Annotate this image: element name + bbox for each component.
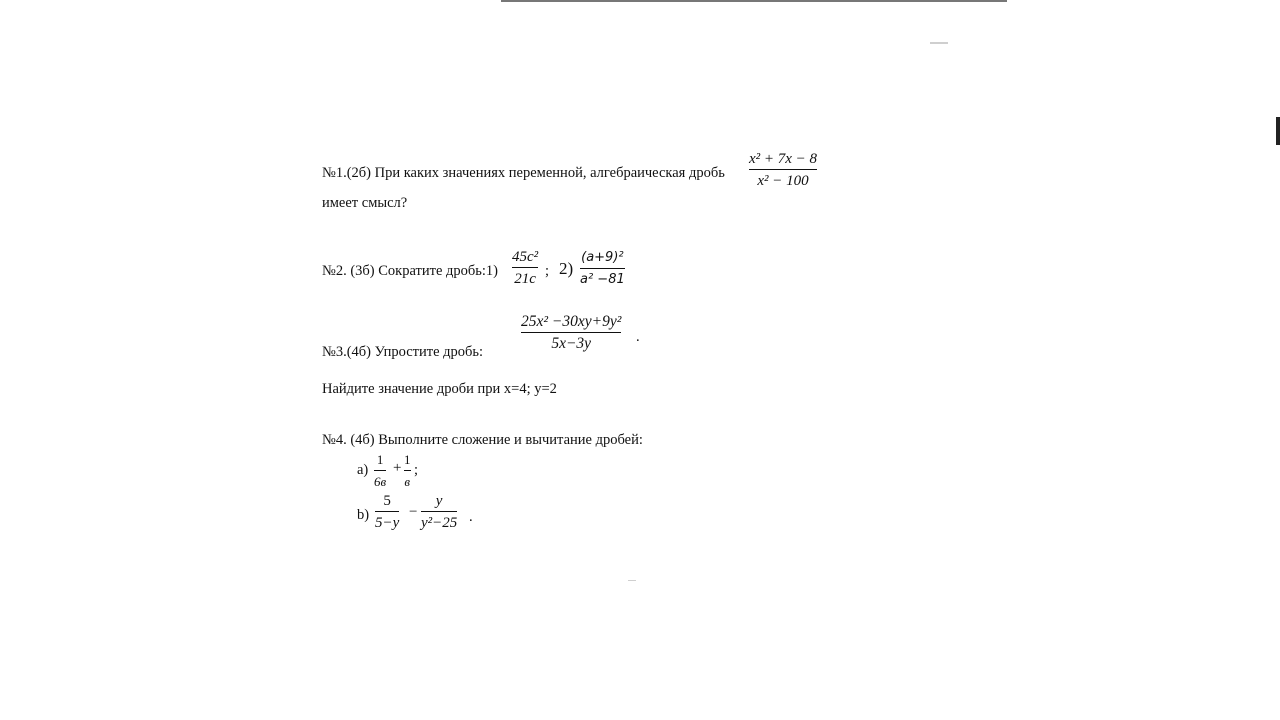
task4-b-fraction-2-denominator: y²−25 — [421, 515, 458, 531]
task3-fraction — [521, 313, 621, 353]
task4-b-fraction-1-numerator: 5 — [383, 493, 391, 509]
task3-end-mark: . — [636, 329, 640, 345]
fraction-bar — [421, 511, 457, 512]
task1-text: №1.(2б) При каких значениях переменной, алгебраическая дробь — [322, 165, 725, 181]
task4-a-end: ; — [414, 462, 419, 478]
fraction-bar — [521, 332, 621, 333]
task1-continuation: имеет смысл? — [322, 195, 408, 211]
task4-a-fraction-2-denominator: в — [404, 474, 411, 489]
task4-b-fraction-1-denominator: 5−y — [375, 515, 400, 531]
task4-a-label: a) — [357, 462, 369, 478]
task2-part2-label: 2) — [559, 259, 574, 278]
task4-a-fraction-1-numerator: 1 — [376, 452, 384, 467]
task4-a-fraction-1-denominator: 6в — [374, 474, 387, 489]
task4-b-fraction-1 — [375, 492, 399, 532]
task2-fraction-1-denominator: 21c — [514, 271, 536, 287]
task4-a-fraction-2-numerator: 1 — [404, 452, 411, 467]
task2-text: №2. (3б) Сократите дробь:1) — [322, 263, 498, 279]
fraction-bar — [375, 511, 399, 512]
fraction-bar — [404, 470, 411, 471]
task4-b-fraction-2 — [421, 492, 457, 532]
task4-b-end: . — [469, 509, 473, 525]
task4-b-operator: − — [409, 504, 418, 520]
task3-text: №3.(4б) Упростите дробь: — [322, 344, 484, 360]
task4-b-fraction-2-numerator: y — [435, 493, 443, 509]
fraction-bar — [580, 268, 625, 269]
fraction-bar — [374, 470, 386, 471]
task2-fraction-2-denominator: a² −81 — [580, 272, 625, 287]
task2-separator: ; — [545, 263, 550, 279]
task4-b-label: b) — [357, 507, 370, 523]
task2-fraction-2 — [580, 249, 625, 289]
fraction-bar — [749, 169, 817, 170]
fraction-bar — [512, 267, 538, 268]
task3-fraction-numerator: 25x² −30xy+9y² — [521, 313, 622, 330]
scan-speck — [930, 42, 948, 44]
task2-fraction-1-numerator: 45c² — [512, 249, 539, 265]
task4-a-fraction-2 — [404, 451, 411, 491]
task1-fraction — [749, 150, 817, 190]
task1-fraction-numerator: x² + 7x − 8 — [749, 151, 818, 167]
task1-fraction-denominator: x² − 100 — [757, 173, 809, 189]
task2-fraction-2-numerator: (a+9)² — [581, 250, 624, 265]
task3-find-value: Найдите значение дроби при x=4; y=2 — [322, 381, 557, 397]
task4-text: №4. (4б) Выполните сложение и вычитание дробей: — [322, 432, 643, 448]
task4-a-operator: + — [393, 460, 402, 476]
task4-a-fraction-1 — [374, 451, 386, 491]
scan-speck — [628, 580, 636, 581]
edge-mark — [1276, 117, 1280, 145]
top-border-line — [501, 0, 1007, 2]
task2-fraction-1 — [512, 248, 538, 288]
task3-fraction-denominator: 5x−3y — [551, 335, 592, 352]
